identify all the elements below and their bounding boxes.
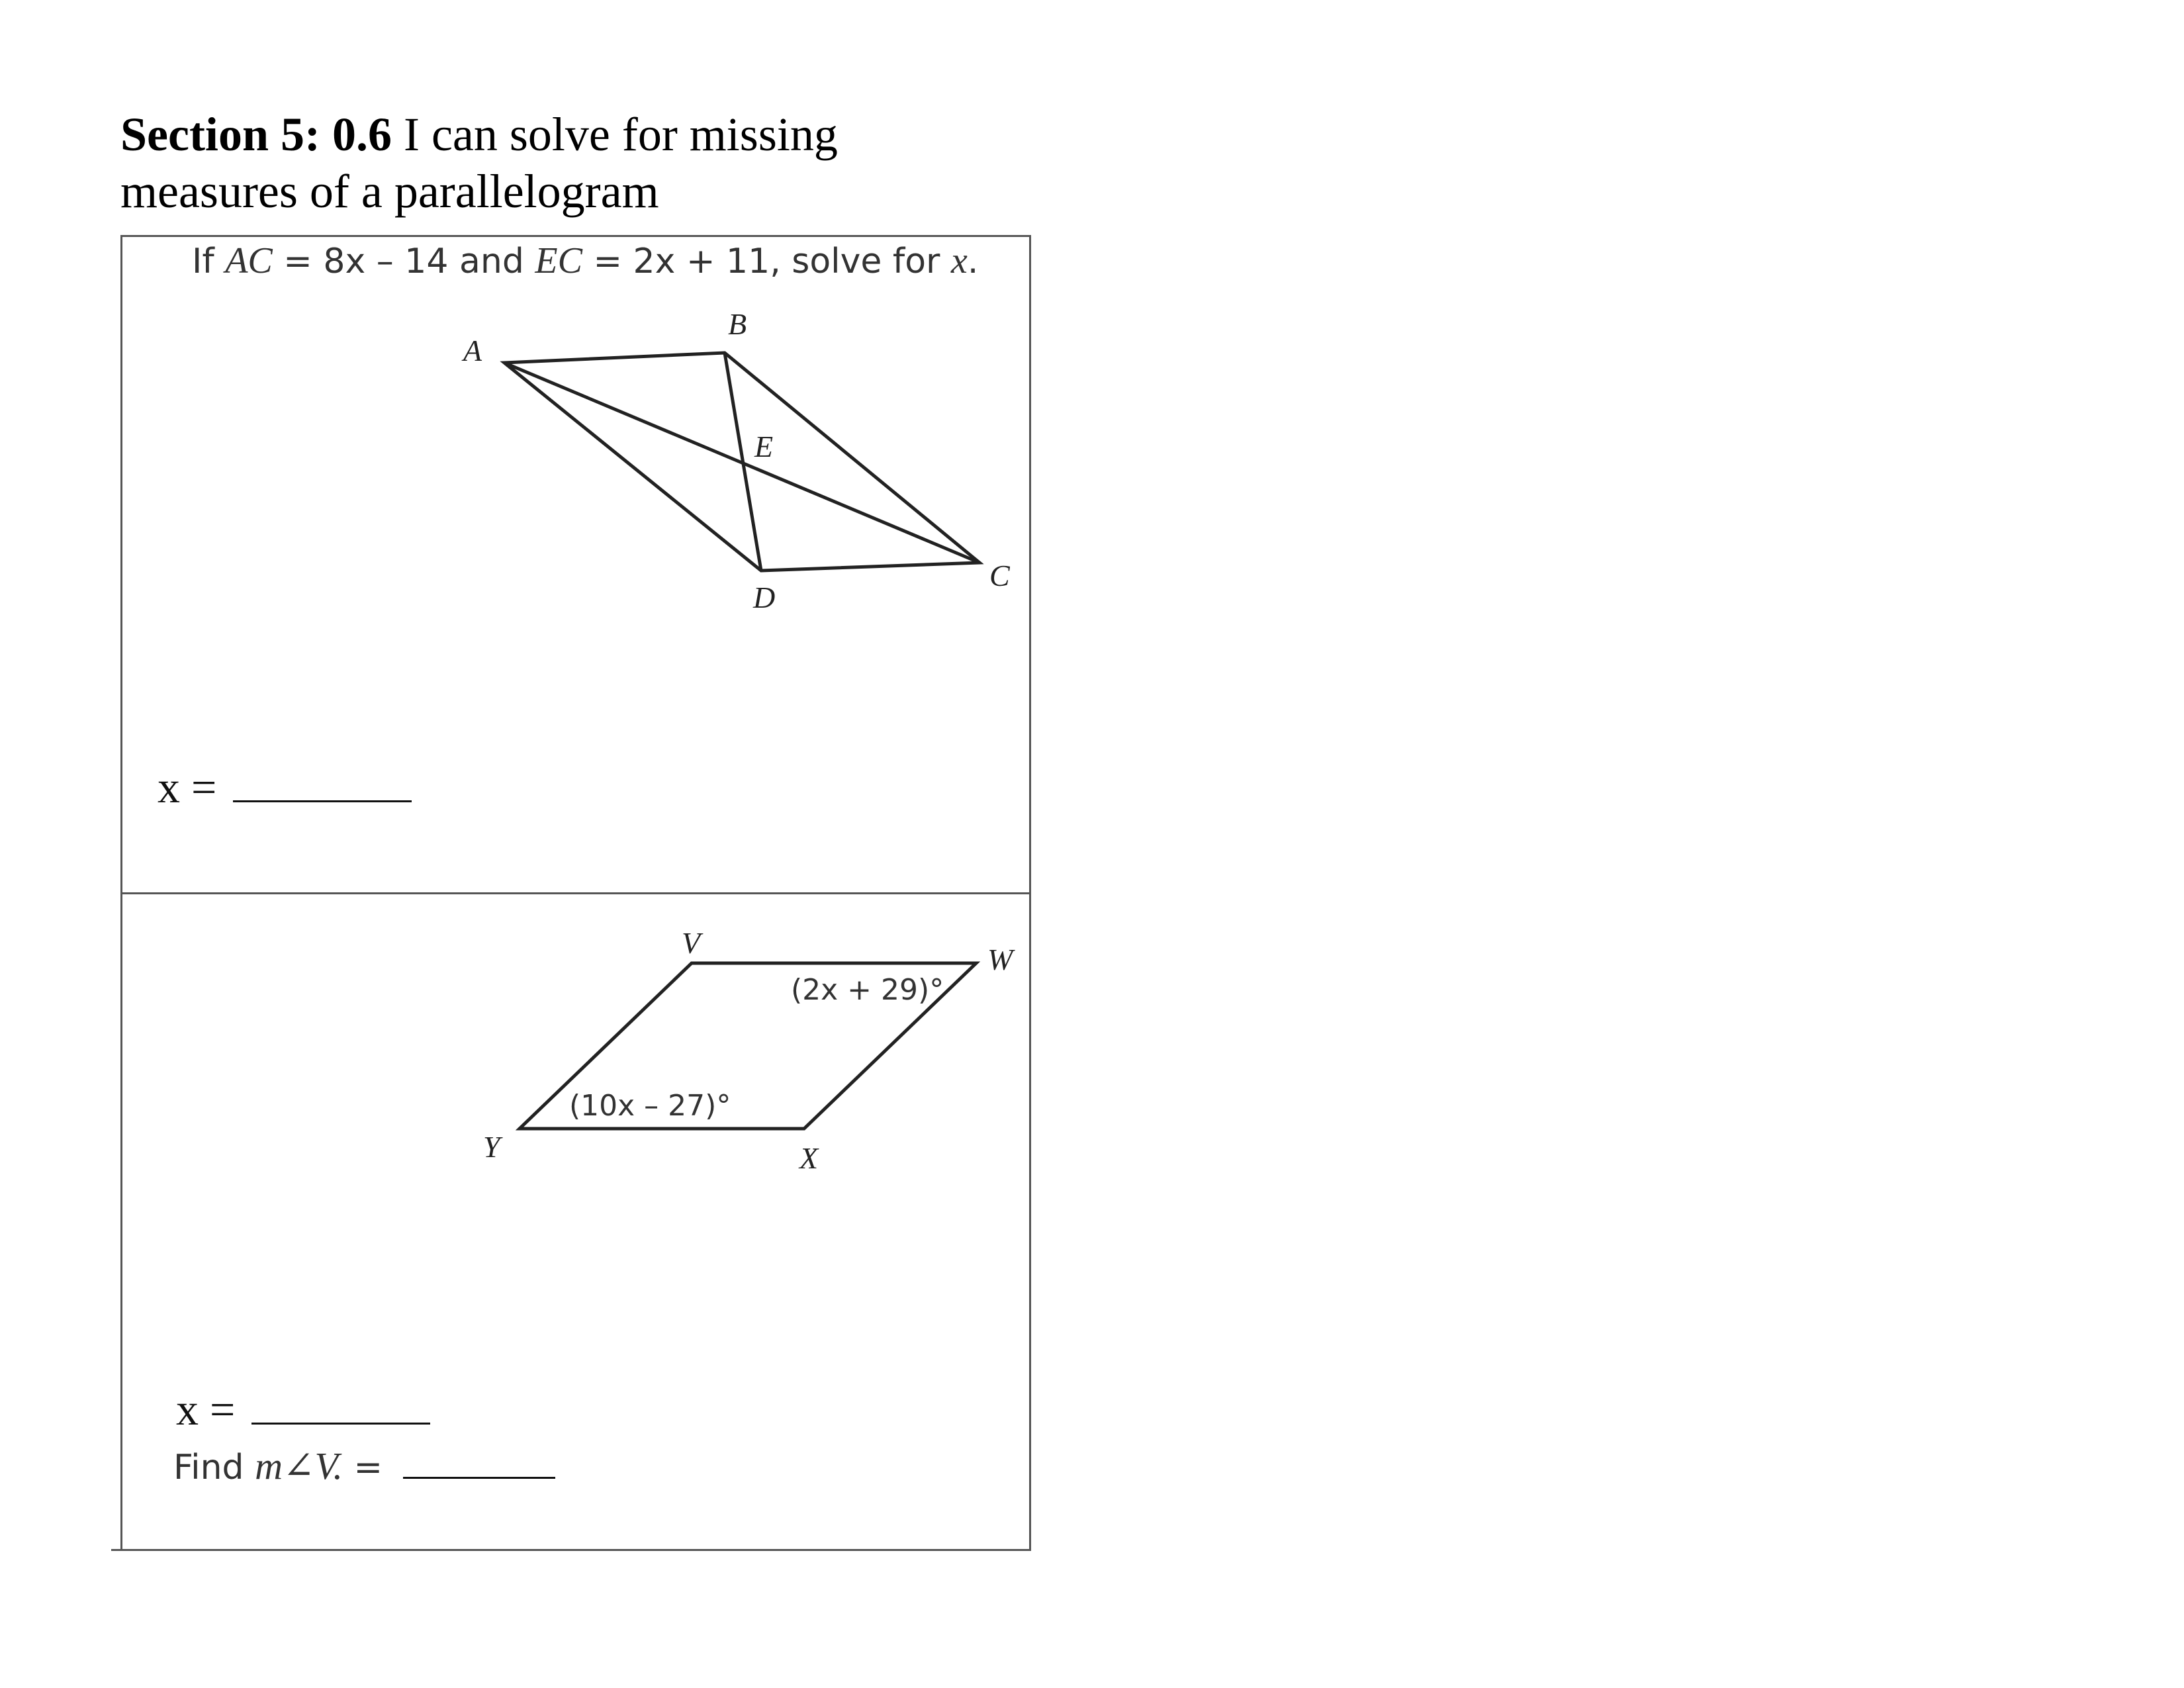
label-w: W [987,943,1013,976]
problem2-answer [176,1383,430,1436]
problem1-answer-blank[interactable] [233,794,412,802]
section-objective: I can solve for missing measures of a parallelogram [120,108,838,218]
angle-v-answer-blank[interactable] [403,1470,555,1479]
label-b: B [728,307,747,341]
section-number: Section 5: 0.6 [120,108,392,161]
problem2-answer-blank[interactable] [251,1416,430,1425]
angle-y-label: (10x – 27)° [569,1089,731,1123]
label-c: C [989,559,1010,592]
label-a: A [463,334,482,367]
problem1-prompt: If AC = 8x – 14 and EC = 2x + 11, solve for x. [192,240,979,281]
problem2-answer-label: x = [176,1384,236,1434]
label-v: V [682,926,701,960]
problem1-answer-label: x = [158,762,217,812]
problem1-answer [158,761,412,814]
angle-v-expression: m∠V. [255,1444,343,1487]
label-e: E [754,430,774,463]
problem2-find-angle: Find m∠V. = [173,1443,555,1488]
angle-w-label: (2x + 29)° [791,973,944,1007]
label-d: D [753,581,776,614]
label-x: X [799,1141,819,1175]
label-y: Y [483,1130,500,1164]
